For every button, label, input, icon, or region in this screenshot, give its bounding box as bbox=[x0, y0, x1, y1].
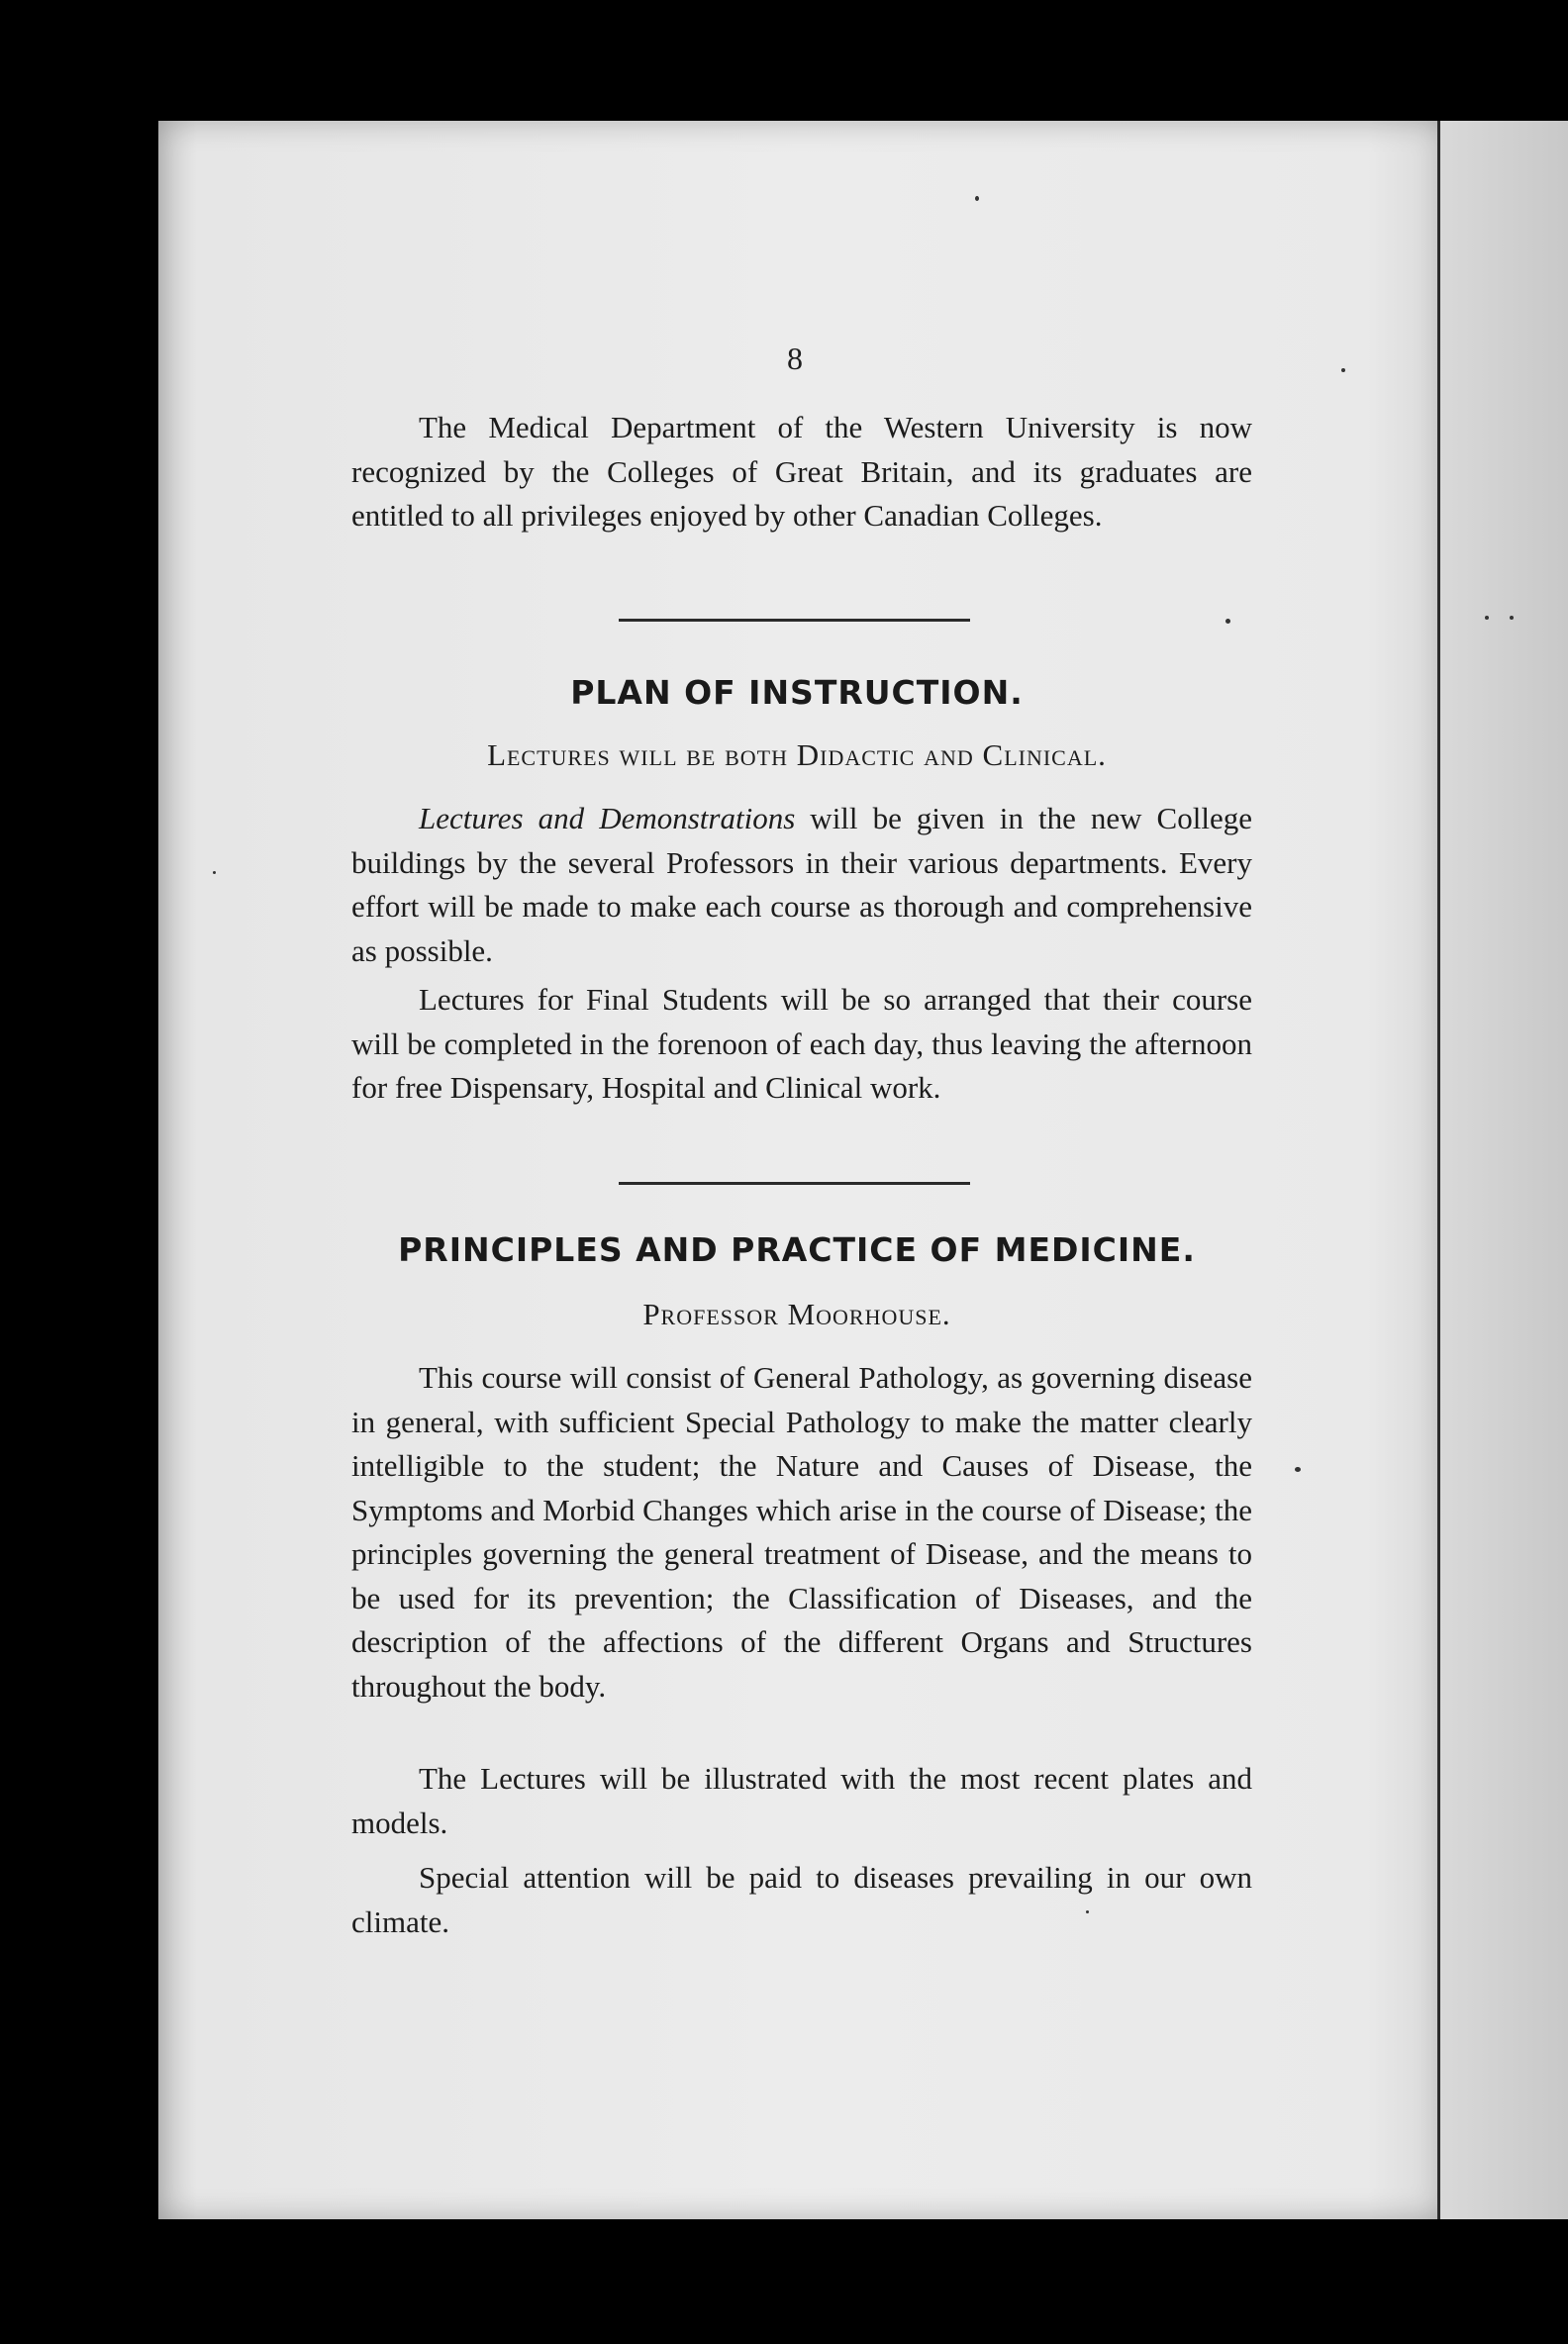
page-number: 8 bbox=[787, 341, 803, 376]
lectures-subheading: Lectures will be both Didactic and Clinical. bbox=[487, 737, 1107, 772]
page-edge-line bbox=[1437, 121, 1440, 2219]
section-divider bbox=[619, 619, 970, 622]
paper-speck bbox=[1086, 1910, 1089, 1913]
paper-speck bbox=[1295, 1467, 1301, 1472]
paper-speck bbox=[1510, 616, 1514, 620]
paper-speck bbox=[213, 871, 216, 874]
professor-name: Professor Moorhouse. bbox=[642, 1297, 951, 1331]
paper-speck bbox=[1225, 619, 1230, 624]
lectures-paragraph-text: will be given in the new College buildings by the several Professors in their various departments. Every effort will be made to make each course as thorough and comprehensive as possible. bbox=[351, 801, 1252, 968]
climate-paragraph: Special attention will be paid to diseases prevailing in our own climate. bbox=[351, 1860, 1252, 1939]
principles-of-medicine-heading: PRINCIPLES AND PRACTICE OF MEDICINE. bbox=[398, 1230, 1196, 1269]
plan-of-instruction-heading: PLAN OF INSTRUCTION. bbox=[570, 673, 1024, 712]
paper-speck bbox=[1485, 616, 1489, 620]
course-description-paragraph: This course will consist of General Pathology, as governing disease in general, with sufficient Special Pathology to make the matter clearly intelligible to the student; the Nature and Causes of Disease, the Symptoms and Morbid Changes which arise in the course of Disease; the principles governing the general treatment of Disease, and the means to be used for its prevention; the Classification of Diseases, and the description of the affections of the different Organs and Structures throughout the body. bbox=[351, 1360, 1252, 1704]
paper-speck bbox=[975, 196, 979, 201]
intro-paragraph: The Medical Department of the Western University is now recognized by the Colleges of Great Britain, and its graduates are entitled to all privileges enjoyed by other Canadian Colleges. bbox=[351, 410, 1252, 533]
paper-speck bbox=[1341, 368, 1345, 372]
section-divider bbox=[619, 1182, 970, 1185]
lectures-lead: Lectures and Demonstrations bbox=[419, 801, 796, 835]
lectures-illustrated-paragraph: The Lectures will be illustrated with the most recent plates and models. bbox=[351, 1761, 1252, 1840]
adjacent-page-edge bbox=[1440, 121, 1568, 2219]
final-students-paragraph: Lectures for Final Students will be so arranged that their course will be completed in the forenoon of each day, thus leaving the afternoon for free Dispensary, Hospital and Clinical work. bbox=[351, 982, 1252, 1105]
lectures-paragraph bbox=[351, 797, 1252, 973]
